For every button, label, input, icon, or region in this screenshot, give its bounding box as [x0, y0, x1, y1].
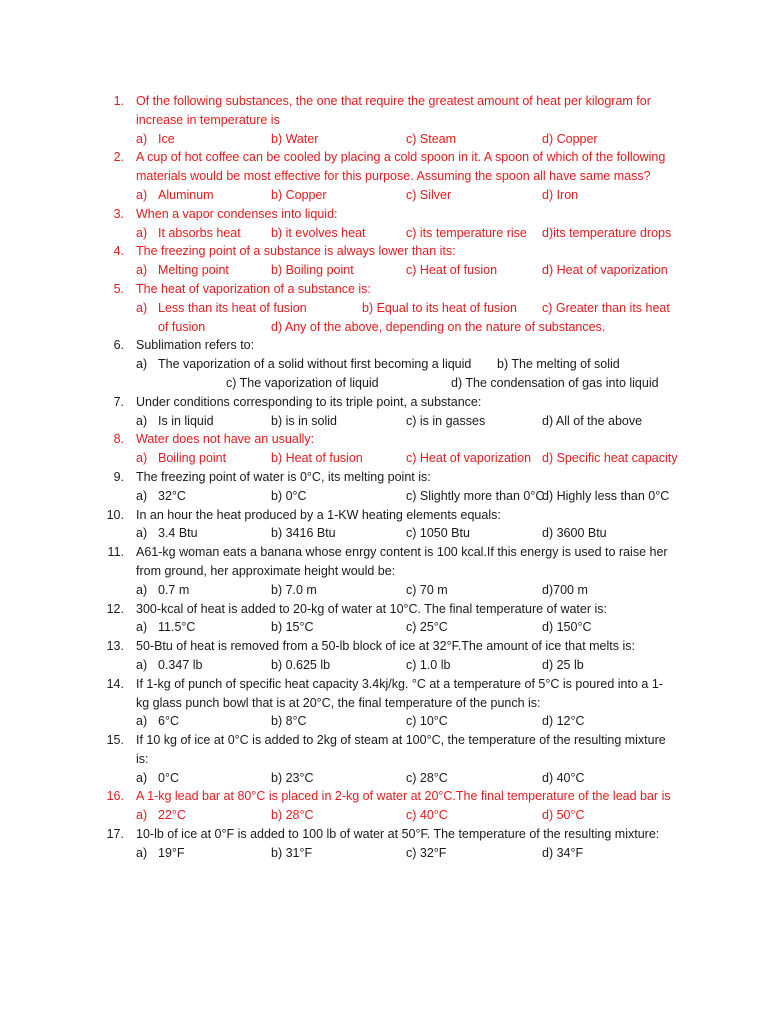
answer-option: 0°C: [158, 770, 179, 785]
question-9-line: [0, 468, 768, 487]
question-text: If 10 kg of ice at 0°C is added to 2kg of steam at 100°C, the temperature of the resulting mixture: [136, 733, 666, 748]
answer-option: Boiling point: [158, 451, 227, 466]
question-text: materials would be most effective for this purpose. Assuming the spoon all have same mass?: [136, 169, 651, 184]
answer-option: d) Specific heat capacity: [542, 451, 678, 466]
answer-option: d) Highly less than 0°C: [542, 488, 670, 503]
answer-option: c) Heat of vaporization: [406, 451, 532, 466]
option-marker: a): [136, 225, 148, 240]
option-marker: a): [136, 657, 148, 672]
option-marker: a): [136, 808, 148, 823]
option-marker: a): [136, 714, 148, 729]
question-text: increase in temperature is: [136, 112, 280, 127]
question-number: 16.: [106, 789, 124, 804]
question-1-line: [0, 111, 768, 130]
question-text: The heat of vaporization of a substance is:: [136, 281, 371, 296]
answer-option: b) 23°C: [271, 770, 314, 785]
question-17-options: [0, 844, 768, 863]
question-number: 13.: [106, 639, 124, 654]
question-text: A61-kg woman eats a banana whose enrgy content is 100 kcal.If this energy is used to raise her: [136, 545, 668, 560]
answer-option: 0.347 lb: [158, 657, 203, 672]
question-number: 5.: [113, 281, 124, 296]
question-4-options: [0, 261, 768, 280]
question-17-line: [0, 825, 768, 844]
question-number: 7.: [113, 394, 124, 409]
question-6-line: [0, 336, 768, 355]
answer-option: 3.4 Btu: [158, 526, 198, 541]
question-number: 2.: [113, 150, 124, 165]
question-text: Sublimation refers to:: [136, 338, 255, 353]
answer-option: c) is in gasses: [406, 413, 486, 428]
option-marker: a): [136, 451, 148, 466]
answer-option: b) it evolves heat: [271, 225, 366, 240]
question-5-options-cont: [0, 318, 768, 337]
answer-option: b) 3416 Btu: [271, 526, 336, 541]
answer-option: b) Copper: [271, 187, 327, 202]
question-number: 8.: [113, 432, 124, 447]
question-text: from ground, her approximate height would be:: [136, 563, 396, 578]
answer-option: The vaporization of a solid without first becoming a liquid: [158, 357, 472, 372]
answer-option: d) 150°C: [542, 620, 592, 635]
answer-option: 32°C: [158, 488, 186, 503]
question-text: Of the following substances, the one that require the greatest amount of heat per kilogram for: [136, 94, 651, 108]
answer-option: 6°C: [158, 714, 179, 729]
answer-option: c) 40°C: [406, 808, 448, 823]
answer-option: c) 32°F: [406, 845, 447, 860]
question-2-line: [0, 148, 768, 167]
question-text: When a vapor condenses into liquid:: [136, 206, 338, 221]
answer-option: b) Equal to its heat of fusion: [362, 300, 517, 315]
answer-option: d) The condensation of gas into liquid: [451, 375, 659, 390]
question-3-options: [0, 224, 768, 243]
question-text: In an hour the heat produced by a 1-KW heating elements equals:: [136, 507, 501, 522]
question-number: 6.: [113, 338, 124, 353]
answer-option: d) 34°F: [542, 845, 584, 860]
question-text: 10-lb of ice at 0°F is added to 100 lb of water at 50°F. The temperature of the resulting mixture:: [136, 827, 660, 842]
question-14-line: [0, 675, 768, 694]
answer-option: c) Greater than its heat: [542, 300, 670, 315]
answer-option: c) The vaporization of liquid: [226, 375, 379, 390]
question-9-options: [0, 487, 768, 506]
option-marker: a): [136, 263, 148, 278]
answer-option: b) 0.625 lb: [271, 657, 331, 672]
answer-option: d) Copper: [542, 131, 598, 146]
answer-option: d) All of the above: [542, 413, 643, 428]
answer-option: c) 10°C: [406, 714, 448, 729]
option-marker: a): [136, 187, 148, 202]
question-3-line: [0, 205, 768, 224]
question-8-line: [0, 430, 768, 449]
answer-option: d) 50°C: [542, 808, 585, 823]
question-8-options: [0, 449, 768, 468]
question-number: 4.: [113, 244, 124, 259]
question-text: 300-kcal of heat is added to 20-kg of water at 10°C. The final temperature of water is:: [136, 601, 607, 616]
answer-option: 22°C: [158, 808, 186, 823]
answer-option: Is in liquid: [158, 413, 214, 428]
question-number: 17.: [106, 827, 124, 842]
option-marker: a): [136, 845, 148, 860]
answer-option: b) Heat of fusion: [271, 451, 363, 466]
question-number: 15.: [106, 733, 124, 748]
answer-option: Less than its heat of fusion: [158, 300, 307, 315]
answer-option: b) 15°C: [271, 620, 314, 635]
answer-option: b) 28°C: [271, 808, 314, 823]
question-5-line: [0, 280, 768, 299]
option-marker: a): [136, 131, 148, 146]
question-6-options: [0, 355, 768, 374]
question-number: 3.: [113, 206, 124, 221]
question-text: The freezing point of water is 0°C, its melting point is:: [136, 469, 431, 484]
answer-option: Ice: [158, 131, 175, 146]
question-16-options: [0, 806, 768, 825]
answer-option: c) Silver: [406, 187, 452, 202]
question-number: 1.: [113, 94, 124, 108]
question-number: 10.: [106, 507, 124, 522]
option-marker: a): [136, 582, 148, 597]
answer-option: Aluminum: [158, 187, 214, 202]
question-15-line: [0, 750, 768, 769]
question-text: Water does not have an usually:: [136, 432, 315, 447]
question-number: 14.: [106, 676, 124, 691]
answer-option: c) 25°C: [406, 620, 448, 635]
answer-option: d) Iron: [542, 187, 579, 202]
answer-option: b) The melting of solid: [497, 357, 620, 372]
answer-option: Melting point: [158, 263, 229, 278]
question-1-options: [0, 130, 768, 149]
answer-option: d) 12°C: [542, 714, 585, 729]
answer-option: 0.7 m: [158, 582, 190, 597]
option-marker: a): [136, 413, 148, 428]
question-text: If 1-kg of punch of specific heat capacity 3.4kj/kg. °C at a temperature of 5°C is poured into a 1-: [136, 676, 663, 691]
question-text: Under conditions corresponding to its triple point, a substance:: [136, 394, 482, 409]
question-16-line: [0, 787, 768, 806]
question-number: 12.: [106, 601, 124, 616]
question-13-line: [0, 637, 768, 656]
answer-option: d) Heat of vaporization: [542, 263, 668, 278]
option-marker: a): [136, 357, 148, 372]
answer-option: c) 1.0 lb: [406, 657, 451, 672]
question-14-options: [0, 712, 768, 731]
answer-option: of fusion: [158, 319, 206, 334]
answer-option: c) 70 m: [406, 582, 448, 597]
question-number: 11.: [107, 545, 124, 560]
question-10-options: [0, 524, 768, 543]
option-marker: a): [136, 488, 148, 503]
answer-option: It absorbs heat: [158, 225, 241, 240]
question-13-options: [0, 656, 768, 675]
question-1-line: [0, 92, 768, 111]
answer-option: d)its temperature drops: [542, 225, 672, 240]
answer-option: d) Any of the above, depending on the nature of substances.: [271, 319, 606, 334]
answer-option: b) Water: [271, 131, 319, 146]
question-2-options: [0, 186, 768, 205]
question-11-options: [0, 581, 768, 600]
question-text: is:: [136, 751, 149, 766]
option-marker: a): [136, 300, 148, 315]
answer-option: c) its temperature rise: [406, 225, 527, 240]
answer-option: b) is in solid: [271, 413, 337, 428]
option-marker: a): [136, 770, 148, 785]
question-15-options: [0, 769, 768, 788]
question-text: A 1-kg lead bar at 80°C is placed in 2-kg of water at 20°C.The final temperature of the lead bar is: [136, 789, 671, 804]
question-7-options: [0, 412, 768, 431]
question-12-options: [0, 618, 768, 637]
answer-option: c) Heat of fusion: [406, 263, 498, 278]
question-text: A cup of hot coffee can be cooled by placing a cold spoon in it. A spoon of which of the following: [136, 150, 666, 165]
answer-option: c) 1050 Btu: [406, 526, 470, 541]
option-marker: a): [136, 620, 148, 635]
question-text: 50-Btu of heat is removed from a 50-lb block of ice at 32°F.The amount of ice that melts is:: [136, 639, 635, 654]
answer-option: c) Steam: [406, 131, 457, 146]
question-10-line: [0, 506, 768, 525]
question-14-line: [0, 694, 768, 713]
question-text: kg glass punch bowl that is at 20°C, the final temperature of the punch is:: [136, 695, 541, 710]
question-4-line: [0, 242, 768, 261]
answer-option: c) 28°C: [406, 770, 448, 785]
answer-option: b) Boiling point: [271, 263, 354, 278]
question-text: The freezing point of a substance is always lower than its:: [136, 244, 456, 259]
answer-option: c) Slightly more than 0°C: [406, 488, 545, 503]
answer-option: d)700 m: [542, 582, 588, 597]
question-sheet: [0, 92, 768, 863]
answer-option: d) 40°C: [542, 770, 585, 785]
answer-option: d) 25 lb: [542, 657, 584, 672]
answer-option: b) 8°C: [271, 714, 307, 729]
option-marker: a): [136, 526, 148, 541]
question-15-line: [0, 731, 768, 750]
answer-option: b) 31°F: [271, 845, 313, 860]
question-12-line: [0, 600, 768, 619]
question-7-line: [0, 393, 768, 412]
answer-option: 19°F: [158, 845, 185, 860]
question-5-options: [0, 299, 768, 318]
question-11-line: [0, 543, 768, 562]
answer-option: b) 7.0 m: [271, 582, 317, 597]
answer-option: 11.5°C: [158, 620, 196, 635]
answer-option: d) 3600 Btu: [542, 526, 607, 541]
question-number: 9.: [113, 469, 124, 484]
answer-option: b) 0°C: [271, 488, 307, 503]
question-2-line: [0, 167, 768, 186]
question-6-options-cont: [0, 374, 768, 393]
question-11-line: [0, 562, 768, 581]
